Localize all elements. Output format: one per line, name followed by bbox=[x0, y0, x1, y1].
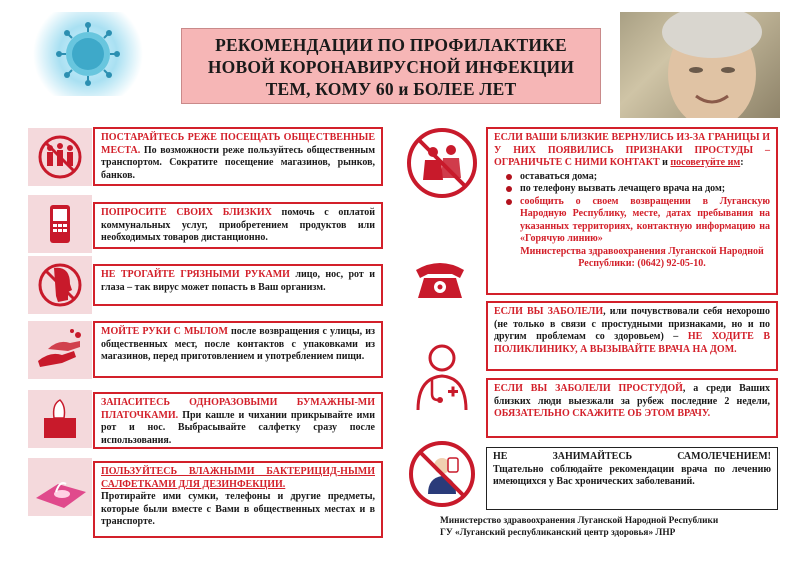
r3-heading: ЕСЛИ ВЫ ЗАБОЛЕЛИ ПРОСТУДОЙ bbox=[494, 383, 683, 394]
box1-heading: ПОСТАРАЙТЕСЬ РЕЖЕ ПОСЕЩАТЬ ОБЩЕСТВЕННЫЕ МЕСТА. bbox=[101, 132, 375, 156]
r2-callout: НЕ ХОДИТЕ В ПОЛИКЛИНИКУ, А ВЫЗЫВАЙТЕ ВРАЧА НА ДОМ. bbox=[494, 331, 770, 355]
r2-text: , или почувствовали себя нехорошо (не только в связи с простудными признаками, но и по другим проблемам со здоровьем) – bbox=[494, 306, 770, 342]
box4-text: после возвращения с улицы, из общественных мест, после контактов с упаковками из магазинов, перед приготовлением и употреблением пищи. bbox=[101, 326, 375, 362]
wet-wipes-icon bbox=[28, 458, 92, 516]
r1-colon: : bbox=[740, 157, 744, 168]
mobile-phone-icon bbox=[28, 195, 92, 253]
r1-and: и bbox=[659, 157, 671, 168]
box1-text: По возможности реже пользуйтесь общественным транспортом. Сократите посещение магазинов, рынков, банков. bbox=[101, 144, 375, 181]
r4-text: Тщательно соблюдайте рекомендации врача по лечению имеющихся у Вас хронических заболеваний. bbox=[493, 463, 771, 487]
tissue-box-icon bbox=[28, 390, 92, 448]
no-touch-face-box bbox=[93, 264, 383, 306]
footer-line-1: Министерство здравоохранения Луганской Народной Республики bbox=[440, 516, 719, 526]
list-item: оставаться дома; bbox=[520, 171, 770, 184]
box6-text: Протирайте ими сумки, телефоны и другие предметы, которые были вместе с Вами в общественных местах и в транспорте. bbox=[101, 491, 375, 527]
no-crowd-icon bbox=[28, 128, 92, 186]
box3-heading: НЕ ТРОГАЙТЕ ГРЯЗНЫМИ РУКАМИ bbox=[101, 269, 290, 280]
title-line-3: ТЕМ, КОМУ 60 и БОЛЕЕ ЛЕТ bbox=[265, 79, 517, 99]
relatives-returned-box bbox=[486, 127, 778, 295]
r3-text: , а среди Ваших близких люди выезжали за рубеж последние 2 недели, bbox=[494, 383, 770, 407]
page-title bbox=[181, 28, 601, 104]
box2-heading: ПОПРОСИТЕ СВОИХ БЛИЗКИХ bbox=[101, 207, 272, 218]
wipes-box bbox=[93, 461, 383, 538]
list-item: сообщить о своем возвращении в Луганскую Народную Республику, месте, датах пребывания на указанных территориях, контактную информацию на «Горячую линию» bbox=[520, 195, 770, 244]
r1-list bbox=[494, 171, 770, 246]
footer bbox=[440, 516, 790, 539]
no-contact-icon bbox=[405, 126, 479, 200]
box3-text: лицо, нос, рот и глаза – так вирус может попасть в Ваш организм. bbox=[101, 269, 376, 293]
title-line-1: РЕКОМЕНДАЦИИ ПО ПРОФИЛАКТИКЕ bbox=[215, 35, 567, 55]
wash-hands-box bbox=[93, 321, 383, 378]
elderly-woman-photo bbox=[620, 12, 780, 118]
r1-heading: ЕСЛИ ВАШИ БЛИЗКИЕ ВЕРНУЛИСЬ ИЗ-ЗА ГРАНИЦЫ И У НИХ ПОЯВИЛИСЬ ПРИЗНАКИ ПРОСТУДЫ – ОГРАНИЧЬТЕ С НИМИ КОНТАКТ bbox=[494, 132, 770, 168]
tissues-box bbox=[93, 392, 383, 449]
box2-text: помочь с оплатой коммунальных услуг, приобретением продуктов или необходимых товаров дистанционно. bbox=[101, 207, 375, 243]
title-line-2: НОВОЙ КОРОНАВИРУСНОЙ ИНФЕКЦИИ bbox=[207, 57, 575, 77]
footer-line-2: ГУ «Луганский республиканский центр здоровья» ЛНР bbox=[440, 527, 676, 538]
r2-heading: ЕСЛИ ВЫ ЗАБОЛЕЛИ bbox=[494, 306, 604, 317]
box6-heading: ПОЛЬЗУЙТЕСЬ ВЛАЖНЫМИ БАКТЕРИЦИД-НЫМИ САЛФЕТКАМИ ДЛЯ ДЕЗИНФЕКЦИИ. bbox=[101, 466, 375, 490]
r3-callout: ОБЯЗАТЕЛЬНО СКАЖИТЕ ОБ ЭТОМ ВРАЧУ. bbox=[494, 408, 711, 419]
telephone-icon bbox=[412, 260, 468, 300]
doctor-icon bbox=[410, 340, 474, 412]
box4-heading: МОЙТЕ РУКИ С МЫЛОМ bbox=[101, 326, 228, 337]
ask-relatives-box bbox=[93, 202, 383, 249]
r4-title: НЕ ЗАНИМАЙТЕСЬ САМОЛЕЧЕНИЕМ! bbox=[493, 451, 771, 462]
self-medication-box bbox=[486, 447, 778, 510]
cold-symptoms-box bbox=[486, 378, 778, 438]
if-sick-box bbox=[486, 301, 778, 371]
no-self-medication-icon bbox=[408, 440, 476, 508]
visit-public-places-box bbox=[93, 127, 383, 186]
box5-heading: ЗАПАСИТЕСЬ ОДНОРАЗОВЫМИ БУМАЖНЫ-МИ ПЛАТОЧКАМИ. bbox=[101, 397, 375, 421]
r1-ministry: Министерства здравоохранения Луганской Народной Республики: (0642) 92-05-10. bbox=[520, 245, 764, 269]
no-touch-face-icon bbox=[28, 256, 92, 314]
box5-text: При кашле и чихании прикрывайте ими рот и нос. Выбрасывайте салфетку сразу после использования. bbox=[101, 409, 375, 446]
virus-image bbox=[28, 12, 148, 96]
list-item: по телефону вызвать лечащего врача на дом; bbox=[520, 183, 770, 196]
hand-wash-icon bbox=[28, 321, 92, 379]
r1-advise: посоветуйте им bbox=[670, 157, 741, 168]
